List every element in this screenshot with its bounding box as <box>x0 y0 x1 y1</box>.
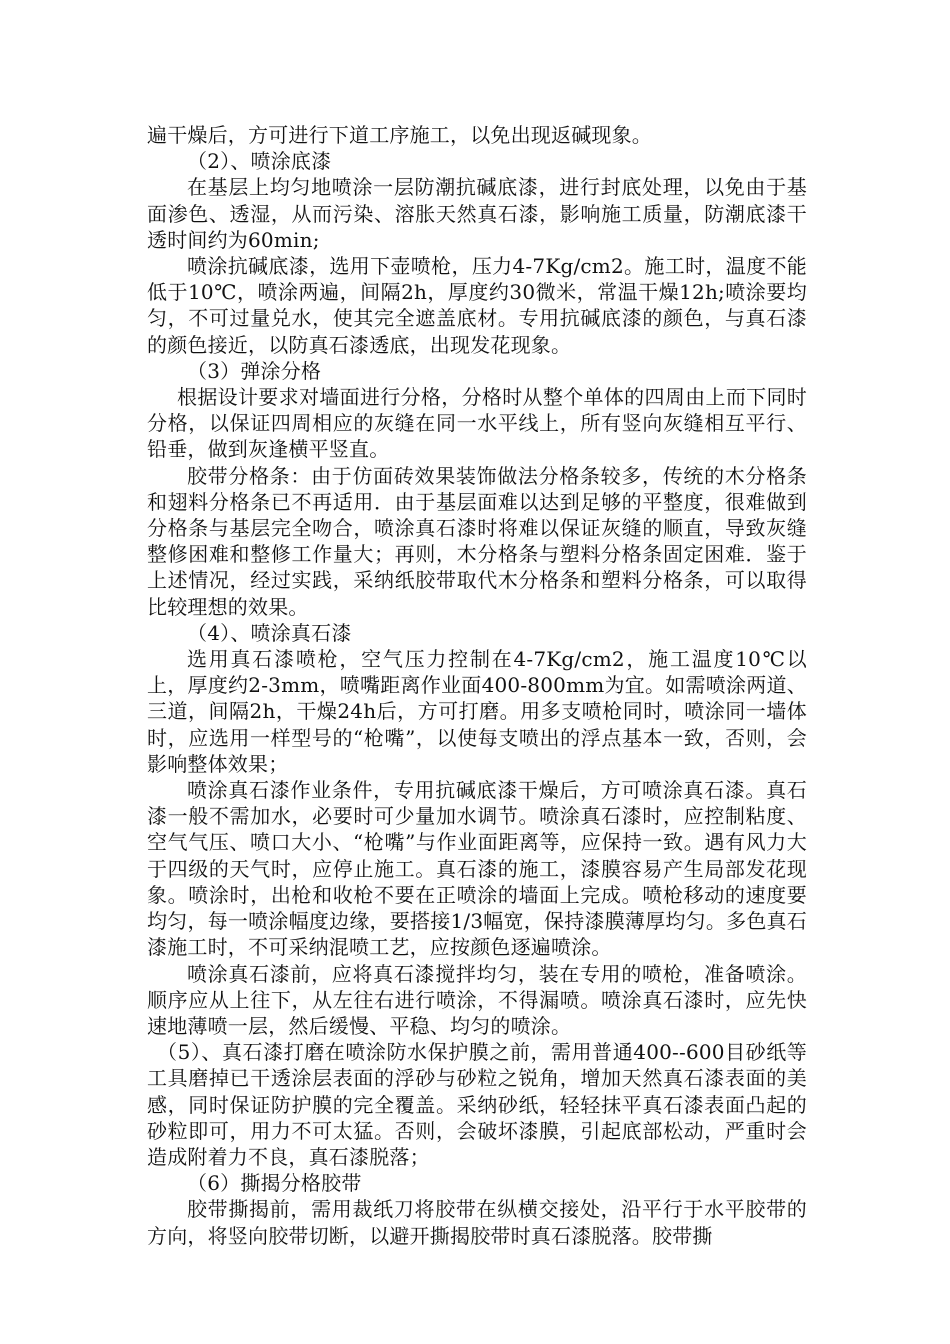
heading-spray-stone-paint: （4）、喷涂真石漆 <box>187 620 352 645</box>
paragraph-division-design: 根据设计要求对墙面进行分格，分格时从整个单体的四周由上而下同时分格，以保证四周相应的灰缝在同一水平线上，所有竖向灰缝相互平行、铅垂，做到灰逢横平竖直。 <box>147 385 807 462</box>
heading-division-lines: （3）弹涂分格 <box>187 358 322 383</box>
paragraph-spray-gun: 选用真石漆喷枪，空气压力控制在4-7Kg/cm2，施工温度10℃以上，厚度约2-3mm，喷嘴距离作业面400-800mm为宜。如需喷涂两道、三道，间隔2h，干燥24h后，方可打磨。用多支喷枪同时，喷涂同一墙体时，应选用一样型号的“枪嘴”，以使每支喷出的浮点基本一致，否则，会影响整体效果； <box>147 647 807 776</box>
paragraph-work-conditions: 喷涂真石漆作业条件，专用抗碱底漆干燥后，方可喷涂真石漆。真石漆一般不需加水，必要时可少量加水调节。喷涂真石漆时，应控制粘度、空气气压、喷口大小、“枪嘴”与作业面距离等，应保持一致。遇有风力大于四级的天气时，应停止施工。真石漆的施工，漆膜容易产生局部发花现象。喷涂时，出枪和收枪不要在正喷涂的墙面上完成。喷枪移动的速度要均匀，每一喷涂幅度边缘，要搭接1/3幅宽，保持漆膜薄厚均匀。多色真石漆施工时，不可采纳混喷工艺，应按颜色逐遍喷涂。 <box>147 778 807 960</box>
heading-spray-primer: （2）、喷涂底漆 <box>187 149 332 174</box>
heading-remove-tape: （6）撕揭分格胶带 <box>187 1171 362 1196</box>
paragraph-primer-coat: 在基层上均匀地喷涂一层防潮抗碱底漆，进行封底处理，以免由于基面渗色、透湿，从而污染、溶胀天然真石漆，影响施工质量，防潮底漆干透时间约为60min; <box>147 175 807 252</box>
paragraph-sanding: （5）、真石漆打磨在喷涂防水保护膜之前，需用普通400--600目砂纸等工具磨掉已干透涂层表面的浮砂与砂粒之锐角，增加天然真石漆表面的美感，同时保证防护膜的完全覆盖。采纳砂纸，轻轻抹平真石漆表面凸起的砂粒即可，用力不可太猛。否则，会破坏漆膜，引起底部松动，严重时会造成附着力不良，真石漆脱落； <box>147 1040 807 1169</box>
paragraph-tape-division: 胶带分格条：由于仿面砖效果装饰做法分格条较多，传统的木分格条和翅料分格条已不再适用．由于基层面难以达到足够的平整度，很难做到分格条与基层完全吻合，喷涂真石漆时将难以保证灰缝的顺直，导致灰缝整修困难和整修工作量大；再则，木分格条与塑料分格条固定困难．鉴于上述情况，经过实践，采纳纸胶带取代木分格条和塑料分格条，可以取得比较理想的效果。 <box>147 463 807 619</box>
document-page <box>147 122 807 1249</box>
paragraph-alkali-primer: 喷涂抗碱底漆，选用下壶喷枪，压力4-7Kg/cm2。施工时，温度不能低于10℃，喷涂两遍，间隔2h，厚度约30微米，常温干燥12h;喷涂要均匀，不可过量兑水，使其完全遮盖底材。专用抗碱底漆的颜色，与真石漆的颜色接近，以防真石漆透底，出现发花现象。 <box>147 254 807 357</box>
paragraph-1: 遍干燥后，方可进行下道工序施工，以免出现返碱现象。 <box>147 123 652 147</box>
paragraph-tape-removal: 胶带撕揭前，需用裁纸刀将胶带在纵横交接处，沿平行于水平胶带的方向，将竖向胶带切断，以避开撕揭胶带时真石漆脱落。胶带撕 <box>147 1197 807 1248</box>
paragraph-before-spraying: 喷涂真石漆前，应将真石漆搅拌均匀，装在专用的喷枪，准备喷涂。顺序应从上往下，从左往右进行喷涂，不得漏喷。喷涂真石漆时，应先快速地薄喷一层，然后缓慢、平稳、均匀的喷涂。 <box>147 961 807 1038</box>
